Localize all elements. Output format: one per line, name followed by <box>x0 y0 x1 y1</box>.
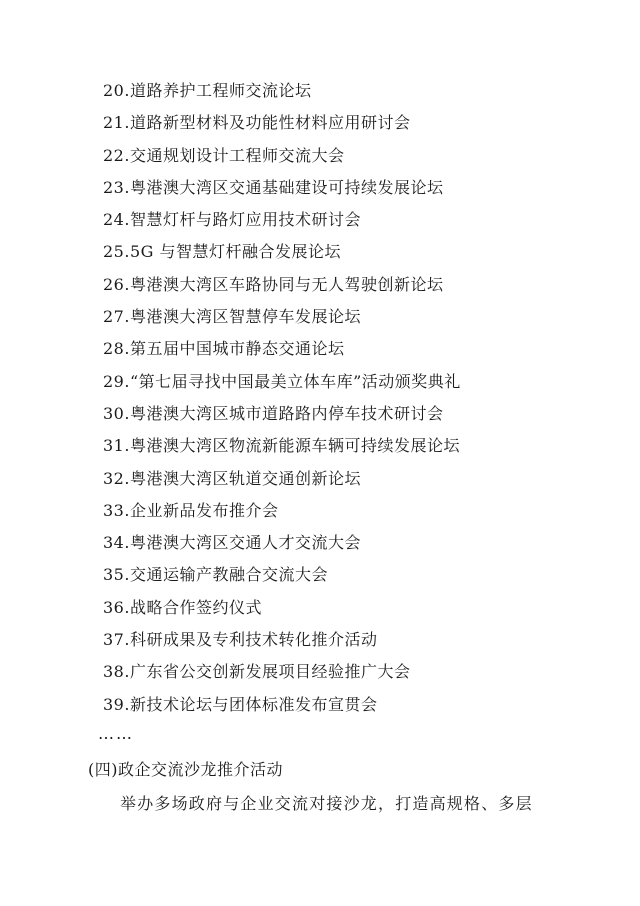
list-item: 31.粤港澳大湾区物流新能源车辆可持续发展论坛 <box>103 436 460 456</box>
list-item: 35.交通运输产教融合交流大会 <box>103 565 328 585</box>
list-item: 37.科研成果及专利技术转化推介活动 <box>103 630 378 650</box>
list-item: 21.道路新型材料及功能性材料应用研讨会 <box>103 113 411 133</box>
list-item: 36.战略合作签约仪式 <box>103 597 262 617</box>
list-item: 39.新技术论坛与团体标准发布宣贯会 <box>103 694 378 714</box>
list-item: 23.粤港澳大湾区交通基础建设可持续发展论坛 <box>103 177 444 197</box>
list-item: 33.企业新品发布推介会 <box>103 500 279 520</box>
event-list <box>103 75 461 721</box>
list-item: 27.粤港澳大湾区智慧停车发展论坛 <box>103 307 361 327</box>
list-ellipsis: …… <box>98 724 134 743</box>
list-item: 25.5G 与智慧灯杆融合发展论坛 <box>103 242 341 262</box>
list-item: 38.广东省公交创新发展项目经验推广大会 <box>103 662 411 682</box>
list-item: 24.智慧灯杆与路灯应用技术研讨会 <box>103 210 361 230</box>
list-item: 20.道路养护工程师交流论坛 <box>103 81 312 100</box>
list-item: 29.“第七届寻找中国最美立体车库”活动颁奖典礼 <box>103 371 461 391</box>
list-item: 28.第五届中国城市静态交通论坛 <box>103 339 345 359</box>
list-item: 34.粤港澳大湾区交通人才交流大会 <box>103 533 361 553</box>
list-item: 22.交通规划设计工程师交流大会 <box>103 145 345 165</box>
list-item: 32.粤港澳大湾区轨道交通创新论坛 <box>103 468 361 488</box>
list-item: 26.粤港澳大湾区车路协同与无人驾驶创新论坛 <box>103 274 444 294</box>
section-heading: (四)政企交流沙龙推介活动 <box>88 760 283 779</box>
body-paragraph: 举办多场政府与企业交流对接沙龙，打造高规格、多层 <box>120 794 533 813</box>
list-item: 30.粤港澳大湾区城市道路路内停车技术研讨会 <box>103 403 444 423</box>
